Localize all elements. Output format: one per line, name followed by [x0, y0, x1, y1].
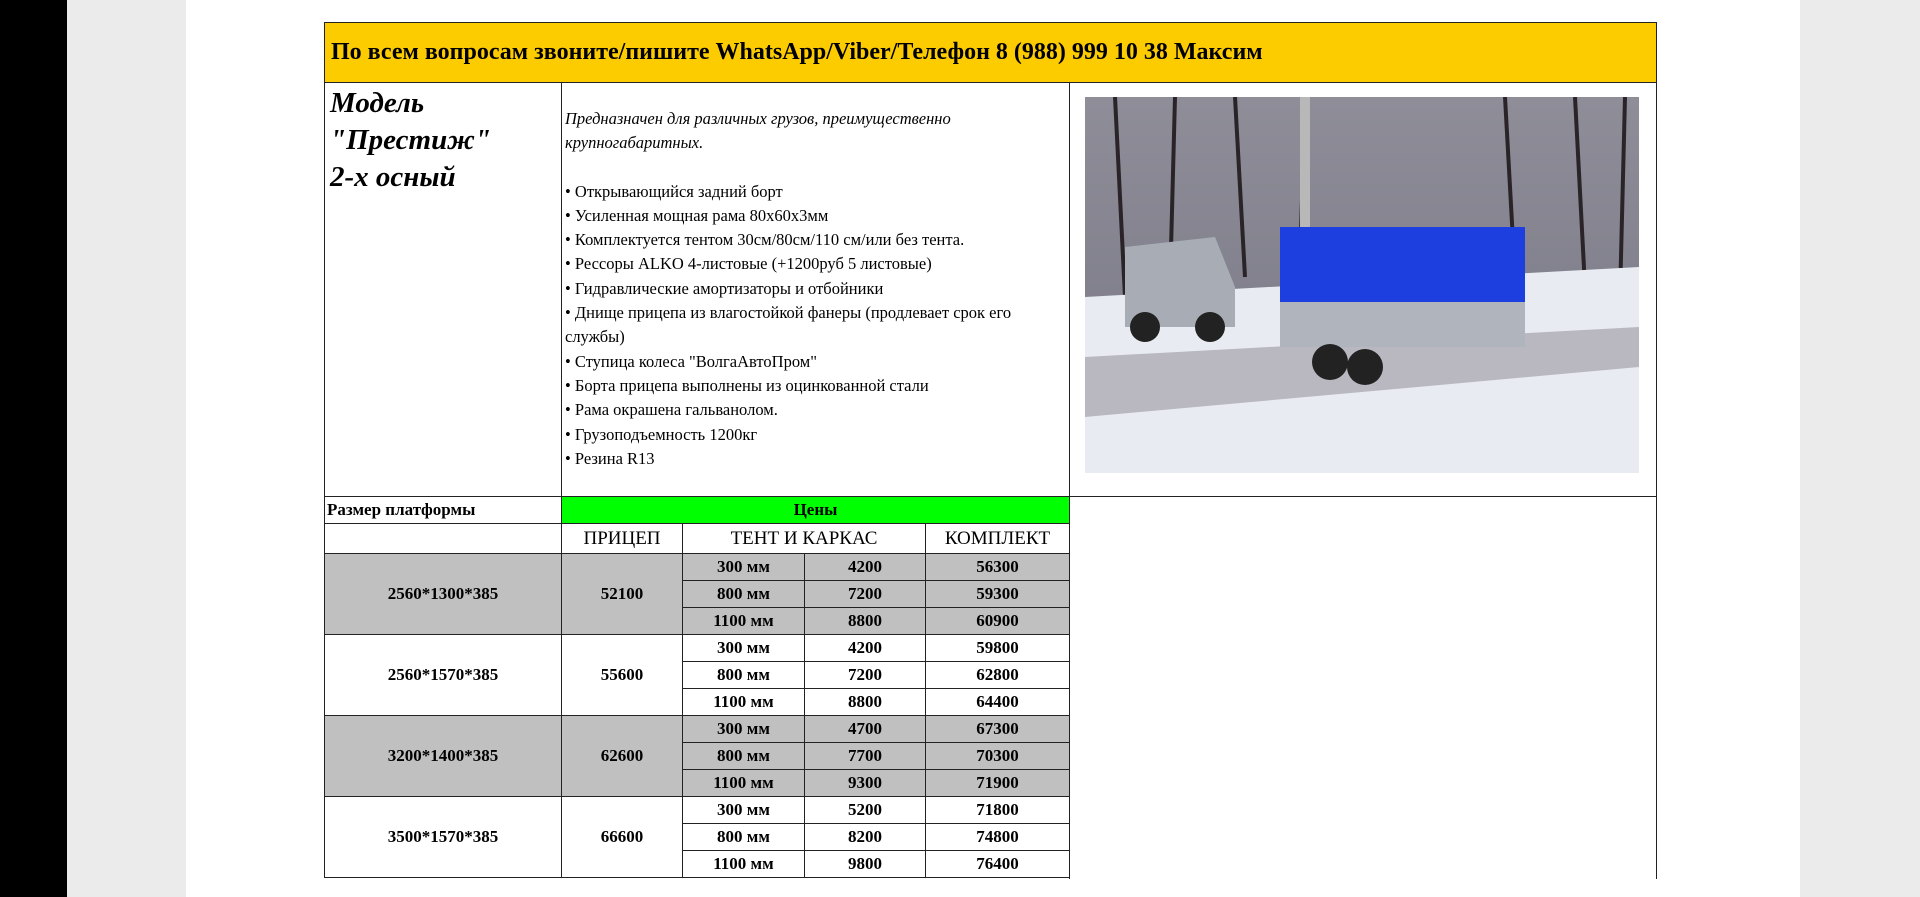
tent-price: 4200 — [805, 635, 926, 662]
tent-price: 8800 — [805, 689, 926, 716]
tent-price: 7700 — [805, 743, 926, 770]
tent-price: 8800 — [805, 608, 926, 635]
tent-height: 800 мм — [683, 743, 805, 770]
model-line: Модель — [330, 87, 425, 119]
kit-price: 56300 — [926, 554, 1070, 581]
platform-size: 2560*1570*385 — [325, 635, 562, 716]
platform-size: 2560*1300*385 — [325, 554, 562, 635]
col-trailer: ПРИЦЕП — [562, 524, 683, 554]
price-table — [324, 496, 1070, 878]
tent-price: 7200 — [805, 662, 926, 689]
model-line: "Престиж" — [330, 124, 491, 156]
tent-price: 9300 — [805, 770, 926, 797]
feature-item: • Ступица колеса "ВолгаАвтоПром" — [565, 351, 817, 371]
kit-price: 74800 — [926, 824, 1070, 851]
platform-size: 3200*1400*385 — [325, 716, 562, 797]
feature-item: • Усиленная мощная рама 80х60х3мм — [565, 205, 829, 225]
feature-item: • Гидравлические амортизаторы и отбойники — [565, 278, 884, 298]
tent-height: 800 мм — [683, 662, 805, 689]
tent-price: 4200 — [805, 554, 926, 581]
kit-price: 60900 — [926, 608, 1070, 635]
kit-price: 62800 — [926, 662, 1070, 689]
feature-item: • Рессоры ALKO 4-листовые (+1200руб 5 листовые) — [565, 254, 932, 274]
blank-cell — [1069, 496, 1657, 879]
prices-header: Цены — [562, 497, 1070, 524]
tent-height: 1100 мм — [683, 608, 805, 635]
tent-price: 9800 — [805, 851, 926, 878]
model-title — [324, 82, 562, 497]
trailer-price: 62600 — [562, 716, 683, 797]
tent-price: 8200 — [805, 824, 926, 851]
left-edge — [0, 0, 67, 897]
feature-item: • Днище прицепа из влагостойкой фанеры (продлевает срок его службы) — [565, 303, 1012, 347]
col-tent: ТЕНТ И КАРКАС — [683, 524, 926, 554]
kit-price: 71800 — [926, 797, 1070, 824]
trailer-price: 55600 — [562, 635, 683, 716]
price-row — [325, 797, 1070, 824]
price-row — [325, 716, 1070, 743]
tent-height: 1100 мм — [683, 770, 805, 797]
kit-price: 59300 — [926, 581, 1070, 608]
feature-item: • Рама окрашена гальванолом. — [565, 400, 778, 420]
kit-price: 67300 — [926, 716, 1070, 743]
feature-item: • Открывающийся задний борт — [565, 181, 783, 201]
description-intro: Предназначен для различных грузов, преимущественно крупногабаритных. — [565, 109, 951, 153]
platform-size: 3500*1570*385 — [325, 797, 562, 878]
tent-price: 4700 — [805, 716, 926, 743]
tent-height: 300 мм — [683, 797, 805, 824]
trailer-price: 66600 — [562, 797, 683, 878]
tent-height: 300 мм — [683, 554, 805, 581]
tent-price: 5200 — [805, 797, 926, 824]
feature-item: • Резина R13 — [565, 448, 655, 468]
tent-price: 7200 — [805, 581, 926, 608]
price-row — [325, 635, 1070, 662]
platform-size-header: Размер платформы — [325, 497, 562, 524]
tent-height: 800 мм — [683, 824, 805, 851]
empty-header — [325, 524, 562, 554]
description — [561, 82, 1070, 497]
contact-banner: По всем вопросам звоните/пишите WhatsApp/Viber/Телефон 8 (988) 999 10 38 Максим — [324, 22, 1657, 83]
tent-height: 1100 мм — [683, 689, 805, 716]
feature-item: • Борта прицепа выполнены из оцинкованной стали — [565, 375, 929, 395]
trailer-photo — [1085, 97, 1639, 473]
feature-list — [565, 180, 1066, 472]
price-row — [325, 554, 1070, 581]
col-kit: КОМПЛЕКТ — [926, 524, 1070, 554]
tent-height: 300 мм — [683, 716, 805, 743]
kit-price: 64400 — [926, 689, 1070, 716]
kit-price: 71900 — [926, 770, 1070, 797]
feature-item: • Грузоподъемность 1200кг — [565, 424, 758, 444]
trailer-price: 52100 — [562, 554, 683, 635]
feature-item: • Комплектуется тентом 30см/80см/110 см/или без тента. — [565, 230, 965, 250]
tent-height: 300 мм — [683, 635, 805, 662]
kit-price: 70300 — [926, 743, 1070, 770]
model-line: 2-х осный — [330, 161, 456, 193]
kit-price: 59800 — [926, 635, 1070, 662]
kit-price: 76400 — [926, 851, 1070, 878]
tent-height: 1100 мм — [683, 851, 805, 878]
tent-height: 800 мм — [683, 581, 805, 608]
